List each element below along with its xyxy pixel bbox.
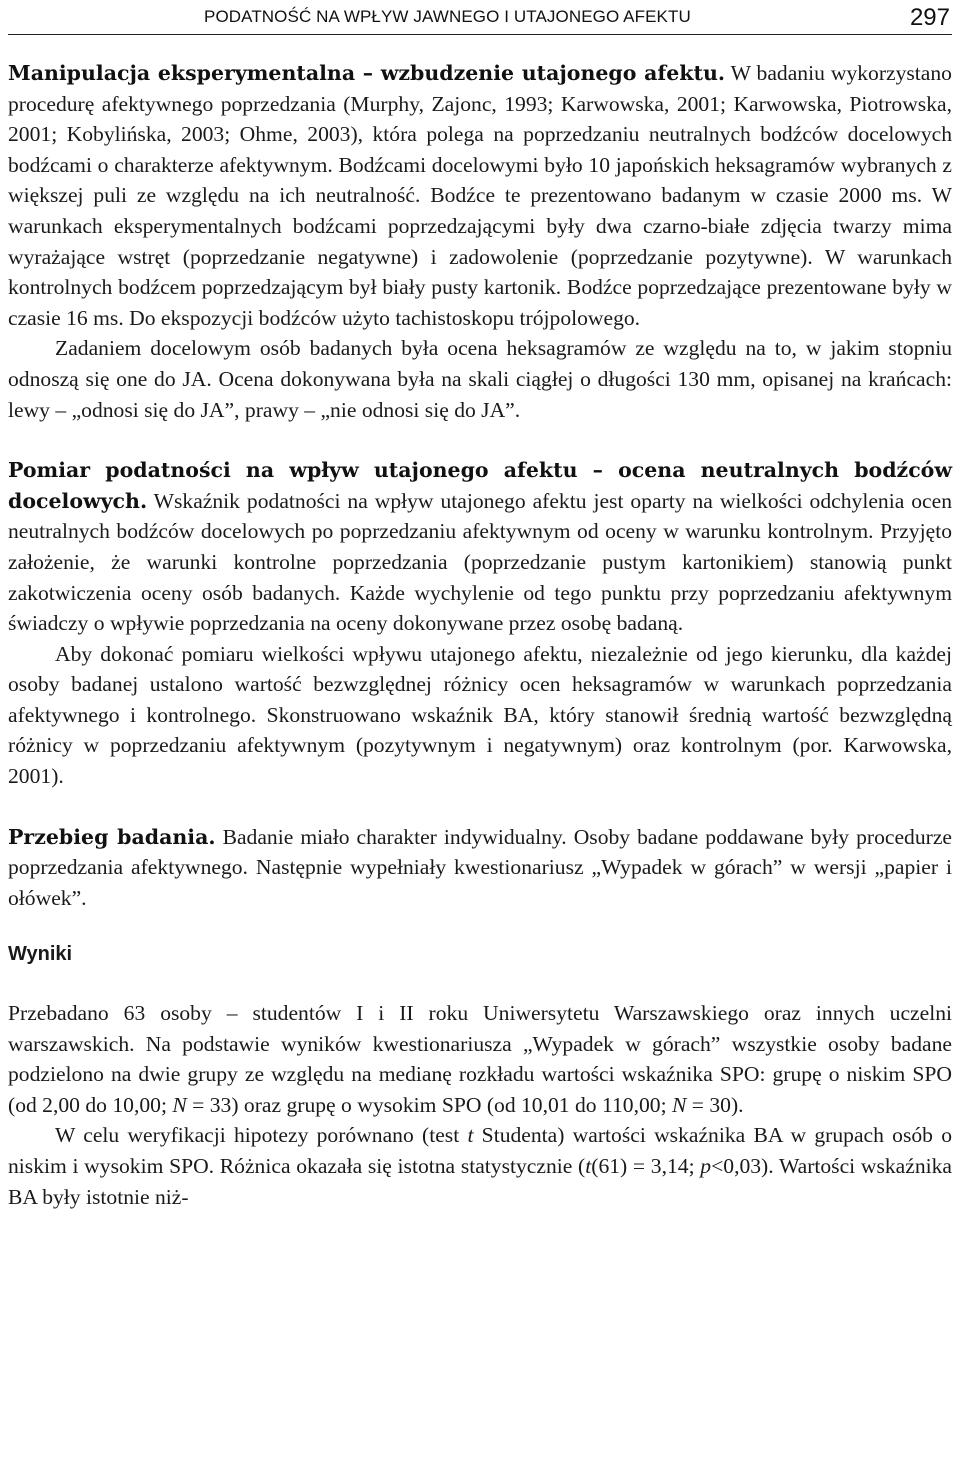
procedure-text: Badanie miało charakter indywidualny. Osoby badane poddawane były procedurze poprzedzania afektywnego. Następnie wypełniały kwestionariusz „Wypadek w górach” w wersji „papier i ołówek”. xyxy=(8,824,952,910)
task-paragraph: Zadaniem docelowym osób badanych była ocena heksagramów ze względu na to, w jakim stopniu odnoszą się one do JA. Ocena dokonywana była na skali ciągłej o długości 130 mm, opisanej na krańcach: lewy – „odnosi się do JA”, prawy – „nie odnosi się do JA”. xyxy=(8,336,952,422)
results-paragraph-2 xyxy=(8,1120,952,1212)
results-text-g: <0,03). Wartości wskaźnika BA były istotnie niż- xyxy=(8,1154,953,1209)
measurement-heading: Pomiar podatności na wpływ utajonego afektu – ocena neutralnych bodźców docelowych. xyxy=(8,458,952,513)
t-symbol: t xyxy=(467,1123,474,1148)
procedure-paragraph xyxy=(8,822,952,914)
index-paragraph: Aby dokonać pomiaru wielkości wpływu utajonego afektu, niezależnie od jego kierunku, dla każdej osoby badanej ustalono wartość bezwzględnej różnicy ocen heksagramów w warunkach poprzedzania afektywnego i kontrolnego. Skonstruowano wskaźnik BA, który stanowił średnią wartość bezwzględną różnicy w poprzedzaniu afektywnym (pozytywnym i negatywnym) oraz kontrolnym (por. Karwowska, 2001). xyxy=(8,641,952,789)
procedure-heading: Przebieg badania. xyxy=(8,824,216,849)
manipulation-text: W badaniu wykorzystano procedurę afektywnego poprzedzania (Murphy, Zajonc, 1993; Karwowska, 2001; Karwowska, Piotrowska, 2001; Kobylińska, 2003; Ohme, 2003), która polega na poprzedzaniu neutralnych bodźców docelowych bodźcami o charakterze afektywnym. Bodźcami docelowymi było 10 japońskich heksagramów wybranych z większej puli ze względu na ich neutralność. Bodźce te prezentowano badanym w czasie 2000 ms. W warunkach eksperymentalnych bodźcami poprzedzającymi były dwa czarno-białe zdjęcia twarzy mima wyrażające wstręt (poprzedzanie negatywne) i zadowolenie (poprzedzanie pozytywne). W warunkach kontrolnych bodźcem poprzedzającym był biały pusty kartonik. Bodźce poprzedzające prezentowane były w czasie 16 ms. Do ekspozycji bodźców użyto tachistoskopu trójpolowego. xyxy=(8,61,952,330)
page-body xyxy=(8,58,952,1212)
results-text-f: (61) = 3,14; xyxy=(591,1154,701,1178)
results-text-a: Przebadano 63 osoby – studentów I i II roku Uniwersytetu Warszawskiego oraz innych uczelni warszawskich. Na podstawie wyników kwestionariusza „Wypadek w górach” wszystkie osoby badane podzielono na dwie grupy ze względu na medianę rozkładu wartości wskaźnika SPO: grupę o niskim SPO (od 2,00 do 10,00; xyxy=(8,1001,952,1117)
measurement-paragraph xyxy=(8,455,952,639)
t-symbol: t xyxy=(585,1154,592,1178)
results-text-b: = 33) oraz grupę o wysokim SPO (od 10,01 do 110,00; xyxy=(186,1092,672,1117)
manipulation-paragraph xyxy=(8,58,952,333)
results-text-c: = 30). xyxy=(686,1092,744,1117)
n-symbol: N xyxy=(172,1092,187,1117)
results-text-e: Studenta) wartości wskaźnika BA w grupach osób o niskim i wysokim SPO. Różnica okazała się istotna statystycznie ( xyxy=(8,1123,952,1178)
n-symbol: N xyxy=(671,1092,687,1117)
page-number: 297 xyxy=(909,4,950,31)
manipulation-heading: Manipulacja eksperymentalna – wzbudzenie utajonego afektu. xyxy=(8,61,725,85)
results-paragraph-1 xyxy=(8,998,952,1120)
results-heading: Wyniki xyxy=(8,943,73,966)
results-text-d: W celu weryfikacji hipotezy porównano (test xyxy=(55,1123,468,1148)
p-symbol: p xyxy=(700,1154,712,1178)
running-title: PODATNOŚĆ NA WPŁYW JAWNEGO I UTAJONEGO AFEKTU xyxy=(204,7,691,26)
running-header xyxy=(8,0,952,35)
measurement-text: Wskaźnik podatności na wpływ utajonego afektu jest oparty na wielkości odchylenia ocen neutralnych bodźców docelowych po poprzedzaniu afektywnym od oceny w warunku kontrolnym. Przyjęto założenie, że warunki kontrolne poprzedzania (poprzedzanie pustym kartonikiem) stanowią punkt zakotwiczenia oceny osób badanych. Każde wychylenie od tego punktu przy poprzedzaniu afektywnym świadczy o wpływie poprzedzania na oceny dokonywane przez osobę badaną. xyxy=(8,488,952,636)
